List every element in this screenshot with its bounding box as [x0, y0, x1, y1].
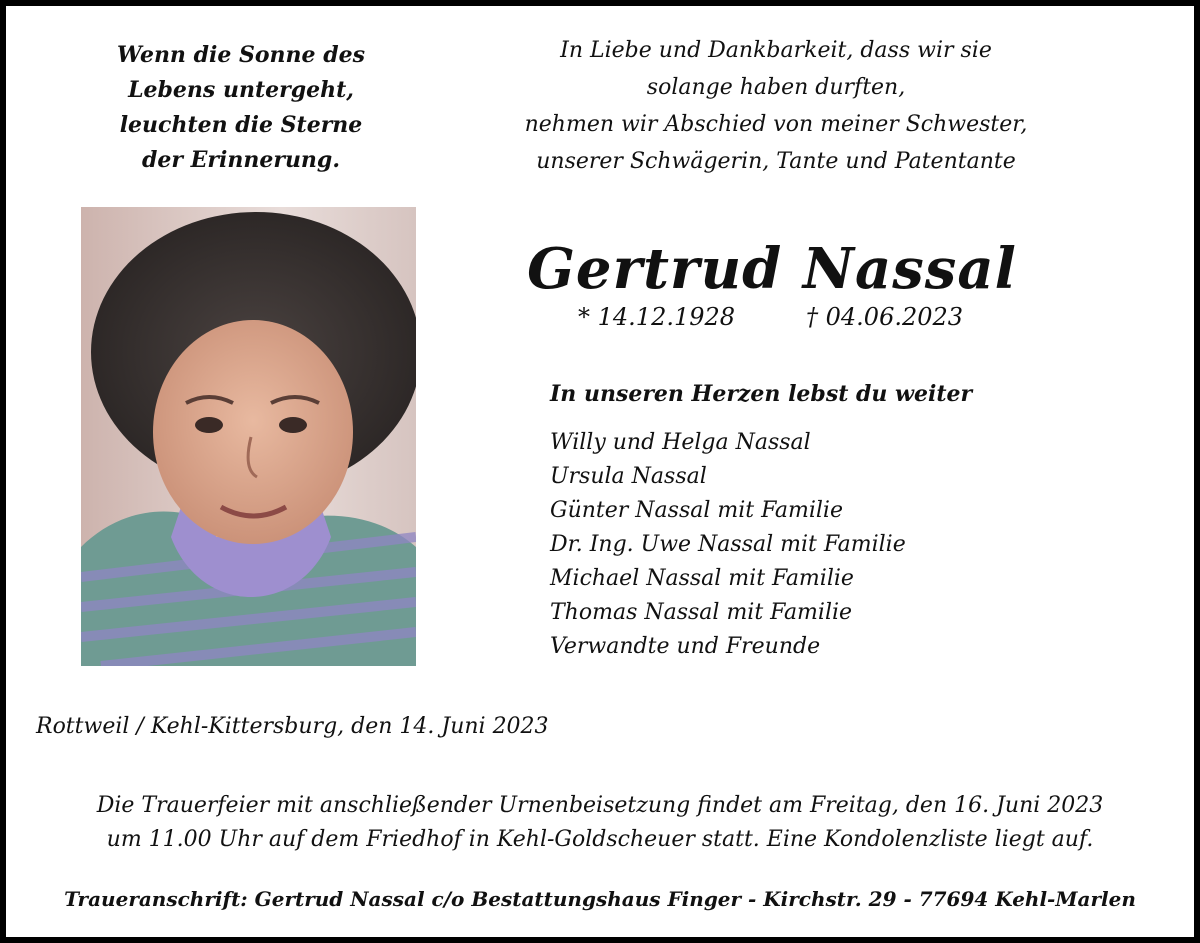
mourner-entry: Günter Nassal mit Familie: [550, 498, 843, 523]
ceremony-line: Die Trauerfeier mit anschließender Urnenbeisetzung findet am Freitag, den 16. Juni 2023: [96, 793, 1104, 818]
mourner-entry: Michael Nassal mit Familie: [550, 566, 854, 591]
mourner-entry: Ursula Nassal: [550, 464, 707, 489]
portrait-image: [81, 207, 416, 666]
ceremony-info: [26, 789, 1174, 857]
birth-date: * 14.12.1928: [578, 303, 736, 331]
portrait-photo: [81, 207, 416, 666]
intro-line: nehmen wir Abschied von meiner Schwester,: [524, 112, 1028, 137]
mourner-entry: Thomas Nassal mit Familie: [550, 600, 853, 625]
mourners-list: [550, 426, 906, 664]
deceased-name: Gertrud Nassal: [527, 236, 1017, 302]
mourner-entry: Dr. Ing. Uwe Nassal mit Familie: [550, 532, 906, 557]
mourning-address: Traueranschrift: Gertrud Nassal c/o Bestattungshaus Finger - Kirchstr. 29 - 77694 Kehl-Marlen: [64, 887, 1136, 911]
poem-line: leuchten die Sterne: [119, 112, 363, 138]
place-and-date: Rottweil / Kehl-Kittersburg, den 14. Juni 2023: [36, 714, 549, 739]
intro-line: solange haben durften,: [646, 75, 906, 100]
intro-line: unserer Schwägerin, Tante und Patentante: [536, 149, 1016, 174]
memorial-motto: In unseren Herzen lebst du weiter: [550, 381, 973, 407]
memorial-poem: [56, 38, 426, 178]
poem-line: Lebens untergeht,: [128, 77, 354, 103]
poem-line: Wenn die Sonne des: [117, 42, 365, 68]
mourner-entry: Willy und Helga Nassal: [550, 430, 811, 455]
death-date: † 04.06.2023: [806, 303, 964, 331]
poem-line: der Erinnerung.: [142, 147, 340, 173]
ceremony-line: um 11.00 Uhr auf dem Friedhof in Kehl-Goldscheuer statt. Eine Kondolenzliste liegt auf.: [106, 827, 1094, 852]
mourner-entry: Verwandte und Freunde: [550, 634, 821, 659]
intro-line: In Liebe und Dankbarkeit, dass wir sie: [560, 38, 992, 63]
farewell-intro: [466, 32, 1086, 180]
obituary-notice: [6, 6, 1194, 937]
